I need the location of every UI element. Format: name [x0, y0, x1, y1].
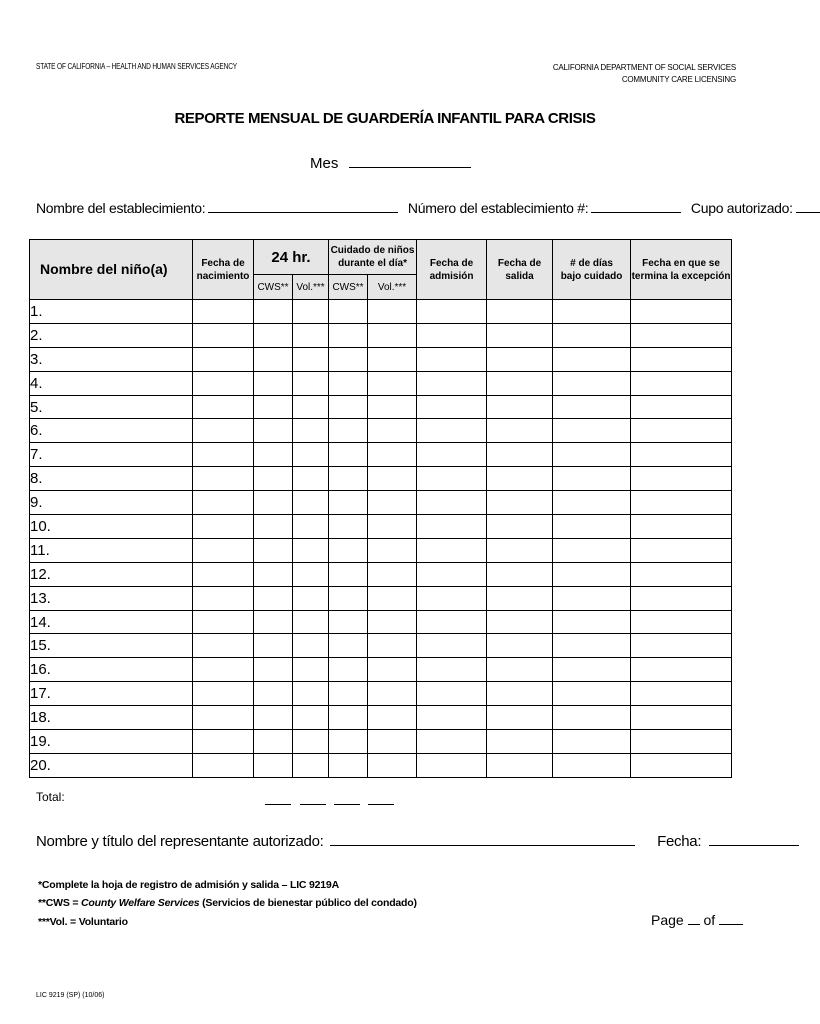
24hr-header: 24 hr. [254, 240, 329, 275]
table-cell[interactable] [417, 658, 487, 682]
table-row [30, 371, 732, 395]
table-cell[interactable] [329, 300, 368, 324]
table-cell[interactable] [417, 300, 487, 324]
table-cell[interactable] [254, 682, 293, 706]
table-cell[interactable] [254, 491, 293, 515]
row-number[interactable]: 12. [30, 562, 193, 586]
table-cell[interactable] [368, 658, 417, 682]
department-header [553, 62, 736, 86]
table-cell[interactable] [254, 538, 293, 562]
table-cell[interactable] [487, 515, 553, 539]
table-cell[interactable] [193, 682, 254, 706]
table-cell[interactable] [329, 610, 368, 634]
table-cell[interactable] [553, 706, 631, 730]
table-cell[interactable] [329, 347, 368, 371]
table-cell[interactable] [254, 610, 293, 634]
row-number[interactable]: 1. [30, 300, 193, 324]
row-number[interactable]: 11. [30, 538, 193, 562]
table-cell[interactable] [553, 467, 631, 491]
table-cell[interactable] [193, 347, 254, 371]
table-cell[interactable] [193, 658, 254, 682]
table-cell[interactable] [329, 682, 368, 706]
table-cell[interactable] [368, 371, 417, 395]
table-cell[interactable] [553, 419, 631, 443]
month-input-line[interactable] [349, 167, 471, 168]
row-number[interactable]: 17. [30, 682, 193, 706]
table-cell[interactable] [417, 634, 487, 658]
table-cell[interactable] [329, 753, 368, 777]
row-number[interactable]: 13. [30, 586, 193, 610]
table-cell[interactable] [329, 371, 368, 395]
table-cell[interactable] [631, 658, 732, 682]
table-cell[interactable] [417, 347, 487, 371]
table-cell[interactable] [487, 658, 553, 682]
table-cell[interactable] [417, 371, 487, 395]
table-cell[interactable] [417, 323, 487, 347]
table-cell[interactable] [553, 610, 631, 634]
agency-header: STATE OF CALIFORNIA – HEALTH AND HUMAN SERVICES AGENCY [36, 62, 237, 71]
date-line[interactable] [709, 845, 799, 846]
table-cell[interactable] [631, 300, 732, 324]
table-row [30, 491, 732, 515]
table-cell[interactable] [329, 562, 368, 586]
table-row [30, 634, 732, 658]
table-cell[interactable] [417, 538, 487, 562]
table-row [30, 538, 732, 562]
establishment-name-label: Nombre del establecimiento: [36, 200, 206, 216]
table-row [30, 323, 732, 347]
row-number[interactable]: 16. [30, 658, 193, 682]
table-cell[interactable] [417, 682, 487, 706]
table-row [30, 395, 732, 419]
table-cell[interactable] [368, 706, 417, 730]
table-cell[interactable] [254, 706, 293, 730]
table-cell[interactable] [631, 515, 732, 539]
table-cell[interactable] [254, 419, 293, 443]
table-row [30, 300, 732, 324]
table-cell[interactable] [631, 682, 732, 706]
row-number[interactable]: 15. [30, 634, 193, 658]
table-cell[interactable] [553, 586, 631, 610]
table-cell[interactable] [631, 371, 732, 395]
table-cell[interactable] [631, 730, 732, 754]
table-cell[interactable] [553, 658, 631, 682]
row-number[interactable]: 7. [30, 443, 193, 467]
table-cell[interactable] [487, 562, 553, 586]
table-cell[interactable] [631, 491, 732, 515]
table-cell[interactable] [553, 515, 631, 539]
table-row [30, 706, 732, 730]
table-cell[interactable] [193, 610, 254, 634]
table-cell[interactable] [631, 706, 732, 730]
24hr-vol-subheader: Vol.*** [293, 275, 329, 300]
table-cell[interactable] [293, 658, 329, 682]
table-cell[interactable] [553, 562, 631, 586]
table-cell[interactable] [193, 562, 254, 586]
total-24hr-cws-line[interactable] [265, 804, 291, 805]
table-cell[interactable] [368, 443, 417, 467]
table-cell[interactable] [553, 634, 631, 658]
table-cell[interactable] [368, 491, 417, 515]
table-cell[interactable] [553, 491, 631, 515]
birth-date-header: Fecha de nacimiento [193, 240, 254, 300]
department-name: CALIFORNIA DEPARTMENT OF SOCIAL SERVICES [552, 63, 736, 72]
total-label: Total: [36, 790, 65, 804]
establishment-fields [36, 200, 820, 216]
total-day-vol-line[interactable] [368, 804, 394, 805]
table-cell[interactable] [553, 730, 631, 754]
row-number[interactable]: 10. [30, 515, 193, 539]
table-cell[interactable] [631, 634, 732, 658]
table-cell[interactable] [631, 323, 732, 347]
table-row [30, 586, 732, 610]
table-cell[interactable] [293, 610, 329, 634]
table-cell[interactable] [254, 634, 293, 658]
row-number[interactable]: 4. [30, 371, 193, 395]
table-cell[interactable] [254, 300, 293, 324]
table-cell[interactable] [254, 443, 293, 467]
table-cell[interactable] [368, 610, 417, 634]
table-cell[interactable] [193, 371, 254, 395]
table-cell[interactable] [417, 562, 487, 586]
table-row [30, 562, 732, 586]
table-cell[interactable] [329, 586, 368, 610]
table-cell[interactable] [329, 467, 368, 491]
table-cell[interactable] [329, 515, 368, 539]
table-cell[interactable] [193, 753, 254, 777]
table-cell[interactable] [254, 586, 293, 610]
table-cell[interactable] [293, 443, 329, 467]
table-row [30, 443, 732, 467]
representative-field [36, 833, 799, 850]
table-cell[interactable] [329, 395, 368, 419]
page-number: Page of [651, 912, 743, 928]
table-cell[interactable] [487, 371, 553, 395]
exception-end-header: Fecha en que se termina la excepción [631, 240, 732, 300]
footnote-admission: *Complete la hoja de registro de admisión y salida – LIC 9219A [38, 879, 339, 891]
table-cell[interactable] [368, 538, 417, 562]
table-cell[interactable] [329, 658, 368, 682]
table-cell[interactable] [329, 706, 368, 730]
day-care-header: Cuidado de niños durante el día* [329, 240, 417, 275]
table-cell[interactable] [293, 491, 329, 515]
table-row [30, 658, 732, 682]
table-cell[interactable] [487, 467, 553, 491]
table-cell[interactable] [254, 753, 293, 777]
table-cell[interactable] [487, 491, 553, 515]
table-cell[interactable] [553, 753, 631, 777]
table-cell[interactable] [417, 515, 487, 539]
table-cell[interactable] [487, 753, 553, 777]
table-cell[interactable] [553, 538, 631, 562]
table-cell[interactable] [254, 395, 293, 419]
table-row [30, 467, 732, 491]
table-cell[interactable] [631, 467, 732, 491]
table-cell[interactable] [368, 467, 417, 491]
representative-label: Nombre y título del representante autorizado: [36, 833, 324, 850]
row-number[interactable]: 20. [30, 753, 193, 777]
table-cell[interactable] [193, 515, 254, 539]
table-cell[interactable] [368, 515, 417, 539]
total-day-cws-line[interactable] [334, 804, 360, 805]
table-cell[interactable] [193, 323, 254, 347]
table-cell[interactable] [487, 586, 553, 610]
table-cell[interactable] [193, 706, 254, 730]
row-number[interactable]: 3. [30, 347, 193, 371]
capacity-label: Cupo autorizado: [690, 200, 793, 216]
table-cell[interactable] [293, 323, 329, 347]
page-total-line[interactable] [719, 924, 743, 925]
establishment-number-line[interactable] [591, 212, 681, 213]
table-cell[interactable] [329, 323, 368, 347]
table-cell[interactable] [254, 658, 293, 682]
table-cell[interactable] [293, 682, 329, 706]
licensing-name: COMMUNITY CARE LICENSING [621, 75, 736, 84]
child-name-header: Nombre del niño(a) [30, 240, 193, 300]
establishment-number-label: Número del establecimiento #: [407, 200, 589, 216]
table-cell[interactable] [368, 323, 417, 347]
table-cell[interactable] [193, 730, 254, 754]
row-number[interactable]: 8. [30, 467, 193, 491]
table-row [30, 610, 732, 634]
table-cell[interactable] [553, 323, 631, 347]
table-cell[interactable] [417, 730, 487, 754]
table-row [30, 515, 732, 539]
table-cell[interactable] [553, 443, 631, 467]
table-cell[interactable] [193, 634, 254, 658]
table-cell[interactable] [293, 586, 329, 610]
row-number[interactable]: 6. [30, 419, 193, 443]
table-cell[interactable] [417, 443, 487, 467]
table-cell[interactable] [487, 706, 553, 730]
table-cell[interactable] [487, 323, 553, 347]
day-vol-subheader: Vol.*** [368, 275, 417, 300]
table-cell[interactable] [293, 538, 329, 562]
table-row [30, 730, 732, 754]
table-cell[interactable] [487, 730, 553, 754]
table-cell[interactable] [293, 706, 329, 730]
table-cell[interactable] [631, 419, 732, 443]
representative-line[interactable] [330, 845, 635, 846]
table-cell[interactable] [293, 730, 329, 754]
table-cell[interactable] [193, 491, 254, 515]
table-cell[interactable] [329, 443, 368, 467]
table-cell[interactable] [254, 347, 293, 371]
table-cell[interactable] [487, 347, 553, 371]
table-cell[interactable] [193, 395, 254, 419]
form-title: REPORTE MENSUAL DE GUARDERÍA INFANTIL PARA CRISIS [174, 110, 596, 127]
table-cell[interactable] [553, 371, 631, 395]
table-cell[interactable] [193, 586, 254, 610]
table-row [30, 753, 732, 777]
footnote-cws: **CWS = County Welfare Services (Servicios de bienestar público del condado) [38, 897, 417, 909]
total-24hr-vol-line[interactable] [300, 804, 326, 805]
table-cell[interactable] [254, 515, 293, 539]
row-number[interactable]: 9. [30, 491, 193, 515]
date-label: Fecha: [657, 833, 702, 850]
table-cell[interactable] [417, 467, 487, 491]
table-cell[interactable] [293, 300, 329, 324]
row-number[interactable]: 19. [30, 730, 193, 754]
table-cell[interactable] [631, 586, 732, 610]
table-cell[interactable] [631, 538, 732, 562]
table-cell[interactable] [193, 300, 254, 324]
table-cell[interactable] [487, 682, 553, 706]
table-cell[interactable] [368, 562, 417, 586]
table-cell[interactable] [417, 491, 487, 515]
table-cell[interactable] [368, 730, 417, 754]
table-cell[interactable] [487, 443, 553, 467]
table-cell[interactable] [368, 634, 417, 658]
establishment-name-line[interactable] [208, 212, 398, 213]
table-cell[interactable] [368, 347, 417, 371]
table-cell[interactable] [329, 491, 368, 515]
table-cell[interactable] [254, 467, 293, 491]
table-cell[interactable] [417, 419, 487, 443]
table-cell[interactable] [487, 538, 553, 562]
row-number[interactable]: 5. [30, 395, 193, 419]
table-cell[interactable] [487, 300, 553, 324]
table-cell[interactable] [293, 371, 329, 395]
table-cell[interactable] [631, 753, 732, 777]
row-number[interactable]: 18. [30, 706, 193, 730]
table-row [30, 347, 732, 371]
table-cell[interactable] [329, 730, 368, 754]
table-cell[interactable] [293, 753, 329, 777]
days-in-care-header: # de días bajo cuidado [553, 240, 631, 300]
table-cell[interactable] [368, 682, 417, 706]
form-number: LIC 9219 (SP) (10/06) [36, 992, 105, 999]
table-cell[interactable] [293, 515, 329, 539]
table-cell[interactable] [553, 300, 631, 324]
table-row [30, 419, 732, 443]
table-cell[interactable] [329, 419, 368, 443]
table-cell[interactable] [254, 323, 293, 347]
admission-date-header: Fecha de admisión [417, 240, 487, 300]
table-cell[interactable] [329, 634, 368, 658]
table-cell[interactable] [293, 467, 329, 491]
table-cell[interactable] [368, 753, 417, 777]
table-row [30, 682, 732, 706]
table-cell[interactable] [417, 586, 487, 610]
row-number[interactable]: 14. [30, 610, 193, 634]
table-cell[interactable] [631, 347, 732, 371]
table-cell[interactable] [293, 634, 329, 658]
table-cell[interactable] [631, 610, 732, 634]
table-cell[interactable] [293, 395, 329, 419]
month-field [310, 155, 471, 172]
table-cell[interactable] [553, 682, 631, 706]
table-cell[interactable] [293, 347, 329, 371]
table-cell[interactable] [193, 467, 254, 491]
table-cell[interactable] [487, 610, 553, 634]
day-cws-subheader: CWS** [329, 275, 368, 300]
table-cell[interactable] [193, 443, 254, 467]
table-cell[interactable] [368, 586, 417, 610]
table-cell[interactable] [631, 562, 732, 586]
table-cell[interactable] [487, 395, 553, 419]
table-cell[interactable] [631, 443, 732, 467]
table-cell[interactable] [553, 395, 631, 419]
table-cell[interactable] [368, 395, 417, 419]
children-table [29, 239, 732, 778]
table-cell[interactable] [329, 538, 368, 562]
table-cell[interactable] [368, 300, 417, 324]
table-cell[interactable] [487, 634, 553, 658]
table-cell[interactable] [254, 730, 293, 754]
footnote-vol: ***Vol. = Voluntario [38, 916, 128, 928]
table-cell[interactable] [193, 419, 254, 443]
month-label: Mes [310, 155, 339, 172]
exit-date-header: Fecha de salida [487, 240, 553, 300]
table-cell[interactable] [487, 419, 553, 443]
page-current-line[interactable] [688, 924, 700, 925]
table-cell[interactable] [417, 706, 487, 730]
table-cell[interactable] [193, 538, 254, 562]
24hr-cws-subheader: CWS** [254, 275, 293, 300]
table-cell[interactable] [631, 395, 732, 419]
table-cell[interactable] [553, 347, 631, 371]
table-cell[interactable] [254, 371, 293, 395]
table-cell[interactable] [417, 395, 487, 419]
table-cell[interactable] [417, 753, 487, 777]
table-cell[interactable] [254, 562, 293, 586]
table-cell[interactable] [293, 419, 329, 443]
capacity-line[interactable] [796, 212, 820, 213]
table-cell[interactable] [293, 562, 329, 586]
row-number[interactable]: 2. [30, 323, 193, 347]
table-cell[interactable] [417, 610, 487, 634]
table-cell[interactable] [368, 419, 417, 443]
